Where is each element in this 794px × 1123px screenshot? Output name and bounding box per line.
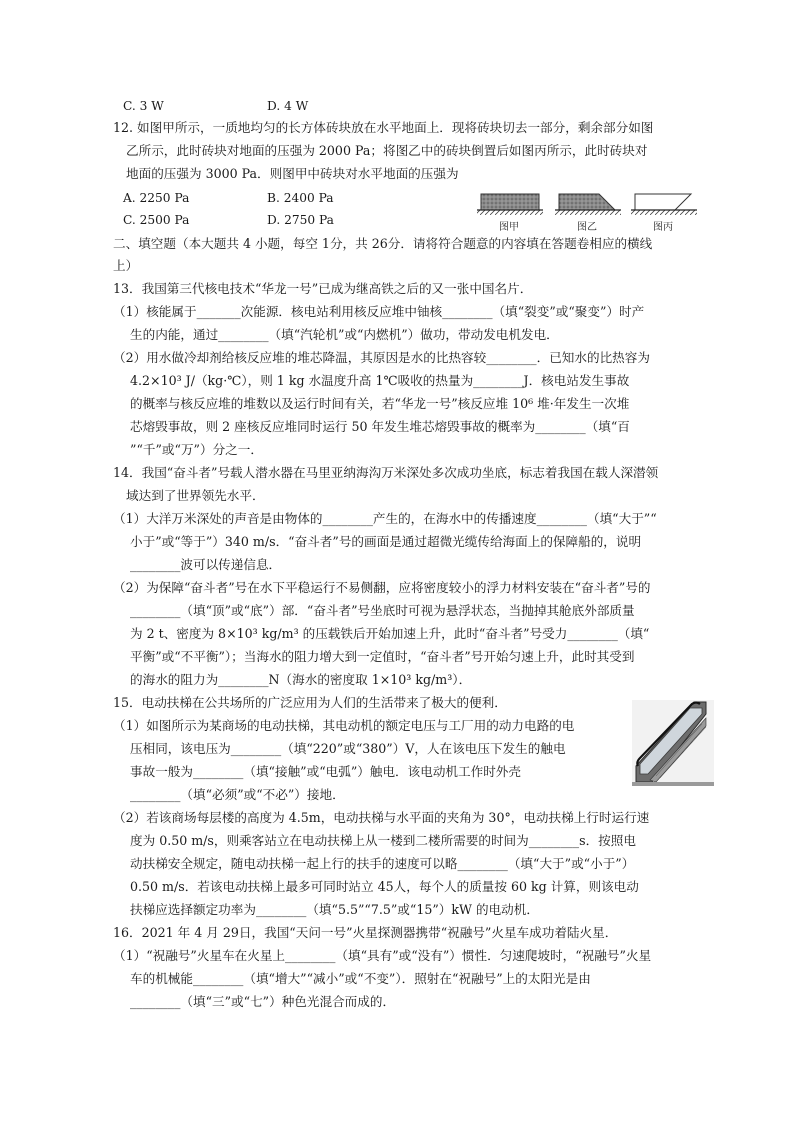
q15-line-7: 度为 0.50 m/s，则乘客站立在电动扶梯上从一楼到二楼所需要的时间为________s．按照电 bbox=[130, 833, 636, 848]
q14-line-10: 的海水的阻力为________N（海水的密度取 1×10³ kg/m³）． bbox=[130, 672, 472, 687]
escalator-figure bbox=[632, 700, 714, 786]
section2-line-1: 二、填空题（本大题共 4 小题，每空 1分，共 26分．请将符合题意的内容填在答题卷相应的横线 bbox=[113, 236, 653, 251]
q15-line-4: 事故一般为________（填“接触”或“电弧”）触电．该电动机工作时外壳 bbox=[130, 764, 521, 779]
q13-line-1: 13．我国第三代核电技术“华龙一号”已成为继高铁之后的又一张中国名片． bbox=[113, 281, 533, 296]
q13-line-5: 4.2×10³ J/（kg·℃），则 1 kg 水温度升高 1℃吸收的热量为________J．核电站发生事故 bbox=[130, 373, 630, 388]
q14-line-7: ________（填“顶”或“底”）部．“奋斗者”号坐底时可视为悬浮状态，当抛掉其舱底外部质量 bbox=[130, 603, 635, 618]
q16-line-1: 16．2021 年 4 月 29日，我国“天问一号”火星探测器携带“祝融号”火星车成功着陆火星． bbox=[113, 925, 618, 940]
q13-line-7: 芯熔毁事故，则 2 座核反应堆同时运行 50 年发生堆芯熔毁事故的概率为________（填“百 bbox=[130, 419, 630, 434]
q15-line-2: （1）如图所示为某商场的电动扶梯，其电动机的额定电压与工厂用的动力电路的电 bbox=[113, 718, 575, 733]
section2-line-2: 上） bbox=[113, 258, 139, 273]
q14-line-9: 平衡”或“不平衡”）；当海水的阻力增大到一定值时，“奋斗者”号开始匀速上升，此时其受到 bbox=[130, 649, 635, 664]
q14-line-4: 小于”或“等于”）340 m/s．“奋斗者”号的画面是通过超微光缆传给海面上的保障船的，说明 bbox=[130, 534, 642, 549]
q15-line-9: 0.50 m/s．若该电动扶梯上最多可同时站立 45人，每个人的质量按 60 kg 计算，则该电动 bbox=[130, 879, 639, 894]
q13-line-4: （2）用水做冷却剂给核反应堆的堆芯降温，其原因是水的比热容较________．已知水的比热容为 bbox=[113, 350, 650, 365]
q15-line-8: 动扶梯安全规定，随电动扶梯一起上行的扶手的速度可以略________（填“大于”或“小于”） bbox=[130, 856, 635, 871]
q13-line-2: （1）核能属于_______次能源．核电站利用核反应堆中铀核________（填“裂变”或“聚变”）时产 bbox=[113, 304, 645, 319]
q12-option-b: B. 2400 Pa bbox=[267, 191, 334, 205]
q14-line-8: 为 2 t、密度为 8×10³ kg/m³ 的压载铁后开始加速上升，此时“奋斗者”号受力________（填“ bbox=[130, 626, 650, 641]
q13-line-6: 的概率与核反应堆的堆数以及运行时间有关，若“华龙一号”核反应堆 10⁶ 堆·年发生一次堆 bbox=[130, 396, 630, 411]
q12-line-3: 地面的压强为 3000 Pa．则图甲中砖块对水平地面的压强为 bbox=[126, 166, 459, 181]
q12-line-1: 12. 如图甲所示，一质地均匀的长方体砖块放在水平地面上．现将砖块切去一部分，剩余部分如图 bbox=[113, 120, 654, 135]
q14-line-1: 14．我国“奋斗者”号载人潜水器在马里亚纳海沟万米深处多次成功坐底，标志着我国在载人深潜领 bbox=[113, 465, 659, 480]
q11-option-d: D. 4 W bbox=[267, 99, 309, 113]
q14-line-3: （1）大洋万米深处的声音是由物体的________产生的，在海水中的传播速度________（填“大于”“ bbox=[113, 511, 657, 526]
caption-bing: 图丙 bbox=[653, 222, 673, 233]
q16-line-2: （1）“祝融号”火星车在火星上________（填“具有”或“没有”）惯性．匀速爬坡时，“祝融号”火星 bbox=[113, 948, 652, 963]
caption-yi: 图乙 bbox=[577, 222, 597, 233]
q15-line-1: 15．电动扶梯在公共场所的广泛应用为人们的生活带来了极大的便利． bbox=[113, 695, 507, 710]
brick-jia-shape bbox=[481, 194, 539, 210]
q12-option-a: A. 2250 Pa bbox=[123, 191, 190, 205]
q14-line-6: （2）为保障“奋斗者”号在水下平稳运行不易侧翻，应将密度较小的浮力材料安装在“奋斗者”号的 bbox=[113, 580, 651, 595]
brick-yi-shape bbox=[559, 194, 615, 210]
q12-option-d: D. 2750 Pa bbox=[267, 213, 334, 227]
q15-line-6: （2）若该商场每层楼的高度为 4.5m，电动扶梯与水平面的夹角为 30°，电动扶梯上行时运行速 bbox=[113, 810, 650, 825]
q16-line-3: 车的机械能________（填“增大”“减小”或“不变”）．照射在“祝融号”上的太阳光是由 bbox=[130, 971, 591, 986]
q14-line-5: ________波可以传递信息． bbox=[130, 557, 282, 572]
brick-figure bbox=[475, 190, 705, 238]
q15-line-10: 扶梯应选择额定功率为________（填“5.5”“7.5”或“15”）kW 的电动机． bbox=[130, 902, 539, 917]
caption-jia: 图甲 bbox=[499, 222, 519, 233]
q15-line-5: ________（填“必须”或“不必”）接地． bbox=[130, 787, 345, 802]
q13-line-3: 生的内能，通过________（填“汽轮机”或“内燃机”）做功，带动发电机发电． bbox=[130, 327, 559, 342]
brick-bing-shape bbox=[635, 194, 691, 210]
q12-option-c: C. 2500 Pa bbox=[123, 213, 190, 227]
q14-line-2: 域达到了世界领先水平． bbox=[126, 488, 265, 503]
q15-line-3: 压相同，该电压为________（填“220”或“380”）V，人在该电压下发生的触电 bbox=[130, 741, 566, 756]
q16-line-4: ________（填“三”或“七”）种色光混合而成的． bbox=[130, 994, 396, 1009]
q11-option-c: C. 3 W bbox=[123, 99, 164, 113]
q13-line-8: ”“千”或“万”）分之一． bbox=[130, 442, 263, 457]
q12-line-2: 乙所示，此时砖块对地面的压强为 2000 Pa；将图乙中的砖块倒置后如图丙所示，此时砖块对 bbox=[126, 143, 648, 158]
